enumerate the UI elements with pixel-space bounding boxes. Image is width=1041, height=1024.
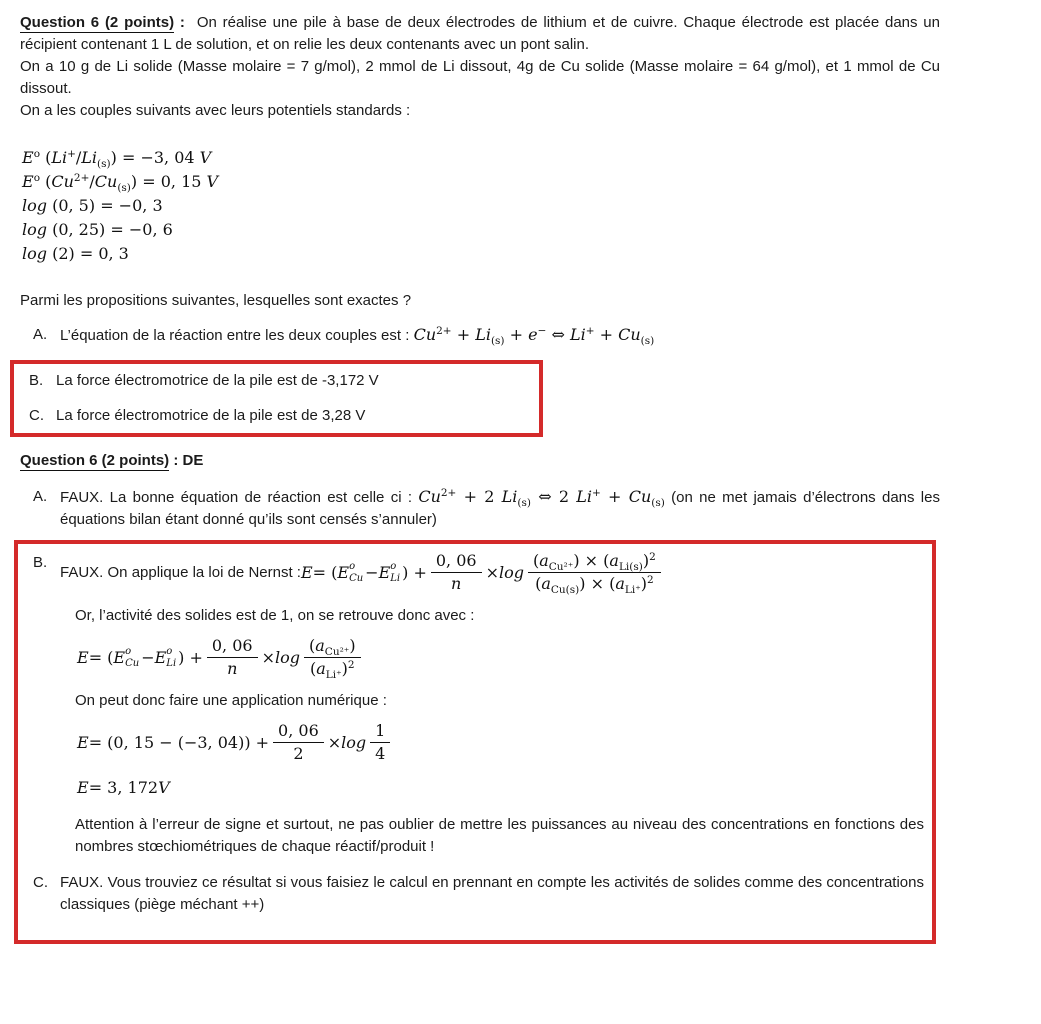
- question-statement: [20, 12, 940, 56]
- math-token: 0, 06: [435, 551, 477, 570]
- math-token: [273, 722, 324, 763]
- math-token: (: [532, 551, 540, 570]
- math-token: ): [349, 636, 356, 655]
- math-token: log: [341, 732, 367, 752]
- math-token: log: [22, 244, 47, 263]
- math-token: +: [594, 325, 619, 344]
- question-heading: Question 6 (2 points) :: [20, 14, 185, 31]
- option-c: [29, 405, 529, 427]
- math-token: 2: [647, 574, 654, 586]
- math-token: ): [341, 659, 348, 678]
- math-token: = (: [312, 562, 338, 582]
- math-token: −: [141, 647, 155, 667]
- math-token: ) +: [402, 562, 427, 582]
- math-token: +: [585, 325, 595, 337]
- math-token: Cu²⁺: [548, 561, 574, 573]
- math-token: = (: [88, 647, 114, 667]
- answer-heading: Question 6 (2 points) : DE: [20, 452, 204, 469]
- numeric-application-equation: [77, 722, 924, 763]
- option-c-text: La force électromotrice de la pile est de 3,28 V: [56, 407, 366, 424]
- math-token: +: [451, 325, 476, 344]
- math-token: Li⁺: [624, 584, 641, 596]
- math-token: o: [33, 148, 41, 160]
- math-token: Li⁺: [325, 669, 342, 681]
- math-token: Cu: [51, 172, 74, 191]
- math-token: E: [154, 647, 167, 667]
- math-token: 2+: [440, 487, 457, 499]
- formula-log-quarter: [22, 218, 940, 242]
- math-token: e: [528, 325, 538, 344]
- answer-a-equation: [418, 487, 665, 509]
- annotation-box-options: [10, 360, 543, 437]
- math-token: a: [615, 574, 625, 593]
- math-token: o Cu: [349, 561, 364, 584]
- option-b: [29, 370, 529, 392]
- option-b-marker: B.: [29, 372, 44, 389]
- math-token: ⇔ 2: [530, 487, 577, 506]
- math-token: (2) = 0, 3: [47, 244, 129, 263]
- math-token: Li: [475, 325, 491, 344]
- math-token: ) +: [178, 647, 203, 667]
- constants-block: [22, 146, 940, 266]
- math-token: Cu: [618, 325, 641, 344]
- answer-b-application-note: On peut donc faire une application numérique :: [75, 692, 387, 709]
- math-token: ×: [327, 732, 342, 752]
- math-token: Li: [51, 148, 68, 167]
- math-token: (: [40, 148, 52, 167]
- math-token: (: [309, 636, 316, 655]
- option-a-marker: A.: [33, 326, 48, 343]
- math-token: E: [22, 148, 34, 167]
- math-token: = (0, 15 − (−3, 04)) +: [88, 732, 270, 752]
- math-token: 2+: [436, 325, 452, 337]
- math-token: a: [539, 551, 549, 570]
- answer-b-solids-note: Or, l’activité des solides est de 1, on se retrouve donc avec :: [75, 607, 475, 624]
- math-token: o Li: [390, 561, 401, 584]
- math-token: ): [640, 574, 647, 593]
- math-token: (: [310, 659, 317, 678]
- math-token: Cu: [418, 487, 441, 506]
- answer-heading-suffix: : DE: [169, 452, 204, 469]
- math-token: ) = 0, 15: [130, 172, 207, 191]
- math-token: ×: [261, 647, 275, 667]
- math-token: (: [40, 172, 52, 191]
- math-token: /: [89, 172, 95, 191]
- math-token: Cu: [413, 325, 437, 344]
- math-token: (s): [651, 497, 665, 509]
- math-token: 2+: [73, 172, 90, 184]
- answer-b-lead-row: [60, 551, 924, 596]
- math-token: log: [498, 562, 524, 582]
- math-token: +: [600, 487, 629, 506]
- math-token: ⇔: [546, 325, 570, 344]
- math-token: a: [541, 574, 551, 593]
- math-token: Li: [81, 148, 98, 167]
- math-token: E: [77, 732, 89, 752]
- math-token: n: [227, 659, 238, 678]
- answer-a-tail: (on ne met jamais d’électrons dans les équations bilan étant donné qu’ils sont censés s’annuler): [60, 489, 940, 528]
- math-token: 2: [293, 744, 304, 763]
- math-token: (: [535, 574, 542, 593]
- nernst-simplified-equation: [77, 636, 924, 681]
- math-token: o Cu: [125, 646, 140, 669]
- option-a-equation: [413, 325, 655, 347]
- nernst-full-equation: [300, 551, 665, 596]
- math-token: /: [75, 148, 82, 167]
- answer-a-lead: FAUX. La bonne équation de réaction est celle ci :: [60, 489, 419, 506]
- math-token: log: [22, 196, 47, 215]
- math-token: +: [67, 148, 76, 160]
- math-token: +: [592, 487, 601, 499]
- question-data-paragraph: On a 10 g de Li solide (Masse molaire = 7 g/mol), 2 mmol de Li dissout, 4g de Cu solide (Masse molaire = 64 g/mol), et 1 mmol de Cu dissout.: [20, 58, 940, 97]
- answer-c: [33, 872, 924, 916]
- math-token: (s): [517, 497, 531, 509]
- answer-b-marker: B.: [33, 554, 48, 571]
- math-token: Li: [501, 487, 518, 506]
- math-token: (s): [490, 335, 505, 347]
- answer-a-content: [60, 486, 940, 531]
- question-prompt: Parmi les propositions suivantes, lesquelles sont exactes ?: [20, 292, 412, 309]
- math-token: Li(s): [618, 561, 643, 573]
- math-token: Li: [569, 325, 586, 344]
- math-token: [207, 637, 258, 678]
- answer-c-text: FAUX. Vous trouviez ce résultat si vous faisiez le calcul en prennant en compte les activités de solides comme des concentrations classiques (piège méchant ++): [60, 874, 924, 913]
- math-token: ) × (: [579, 574, 616, 593]
- math-token: ) × (: [573, 551, 610, 570]
- math-token: 2: [649, 551, 656, 563]
- formula-e-standard-cu: [22, 170, 940, 194]
- math-token: E: [77, 778, 89, 797]
- math-token: a: [609, 551, 619, 570]
- math-token: 4: [375, 744, 386, 763]
- math-token: [528, 551, 661, 596]
- option-b-text: La force électromotrice de la pile est de -3,172 V: [56, 372, 379, 389]
- answer-a-marker: A.: [33, 488, 48, 505]
- math-token: (0, 5) = −0, 3: [47, 196, 163, 215]
- math-token: Cu(s): [550, 584, 580, 596]
- answer-c-marker: C.: [33, 874, 48, 891]
- math-token: E: [378, 562, 391, 582]
- math-token: = 3, 172: [88, 778, 159, 797]
- math-token: Cu²⁺: [324, 646, 350, 658]
- answer-b-lead-text: FAUX. On applique la loi de Nernst :: [60, 563, 301, 581]
- math-token: (s): [117, 182, 131, 194]
- option-a: [33, 324, 940, 347]
- option-a-content: [60, 324, 940, 347]
- math-token: n: [451, 574, 462, 593]
- answer-a: [33, 486, 940, 531]
- math-token: (s): [640, 335, 655, 347]
- math-token: [370, 722, 390, 763]
- answer-b-warning: Attention à l’erreur de signe et surtout, ne pas oublier de mettre les puissances au niveau des concentrations en fonctions des nombres stœchiométriques de chaque réactif/produit !: [75, 816, 924, 855]
- math-token: a: [315, 636, 325, 655]
- math-token: E: [337, 562, 350, 582]
- math-token: 1: [375, 721, 386, 740]
- option-c-marker: C.: [29, 407, 44, 424]
- formula-log-two: [22, 242, 940, 266]
- math-token: Cu: [94, 172, 118, 191]
- math-token: E: [22, 172, 34, 191]
- math-token: ) = −3, 04: [110, 148, 200, 167]
- math-token: (s): [97, 158, 111, 170]
- question-couples-paragraph: On a les couples suivants avec leurs potentiels standards :: [20, 102, 411, 119]
- option-a-text: L’équation de la réaction entre les deux couples est :: [60, 327, 414, 344]
- answer-b: [33, 551, 924, 596]
- math-token: 0, 06: [278, 721, 319, 740]
- result-equation: [77, 777, 924, 799]
- formula-e-standard-li: [22, 146, 940, 170]
- math-token: ×: [485, 562, 499, 582]
- math-token: E: [300, 562, 313, 582]
- formula-log-half: [22, 194, 940, 218]
- math-token: +: [504, 325, 529, 344]
- annotation-box-answers: [14, 540, 936, 944]
- math-token: ): [642, 551, 650, 570]
- question-intro-text: On réalise une pile à base de deux électrodes de lithium et de cuivre. Chaque électrode est placée dans un récipient contenant 1 L de solution, et on relie les deux contenants avec un pont salin.: [20, 14, 940, 53]
- math-token: log: [22, 220, 47, 239]
- math-token: V: [199, 148, 212, 167]
- math-token: 0, 06: [211, 636, 253, 655]
- math-token: E: [77, 647, 89, 667]
- math-token: Li: [576, 487, 593, 506]
- math-token: [304, 636, 361, 681]
- math-token: a: [316, 659, 326, 678]
- math-token: + 2: [456, 487, 502, 506]
- math-token: 2: [347, 659, 355, 671]
- math-token: V: [158, 778, 170, 797]
- math-token: (0, 25) = −0, 6: [47, 220, 173, 239]
- math-token: log: [275, 647, 300, 667]
- math-token: V: [206, 172, 219, 191]
- heading-colon: :: [174, 14, 185, 31]
- math-token: −: [365, 562, 379, 582]
- math-token: Cu: [628, 487, 652, 506]
- math-token: [431, 552, 482, 593]
- math-token: −: [537, 325, 547, 337]
- math-token: o Li: [166, 646, 177, 669]
- math-token: o: [33, 172, 41, 184]
- math-token: E: [113, 647, 126, 667]
